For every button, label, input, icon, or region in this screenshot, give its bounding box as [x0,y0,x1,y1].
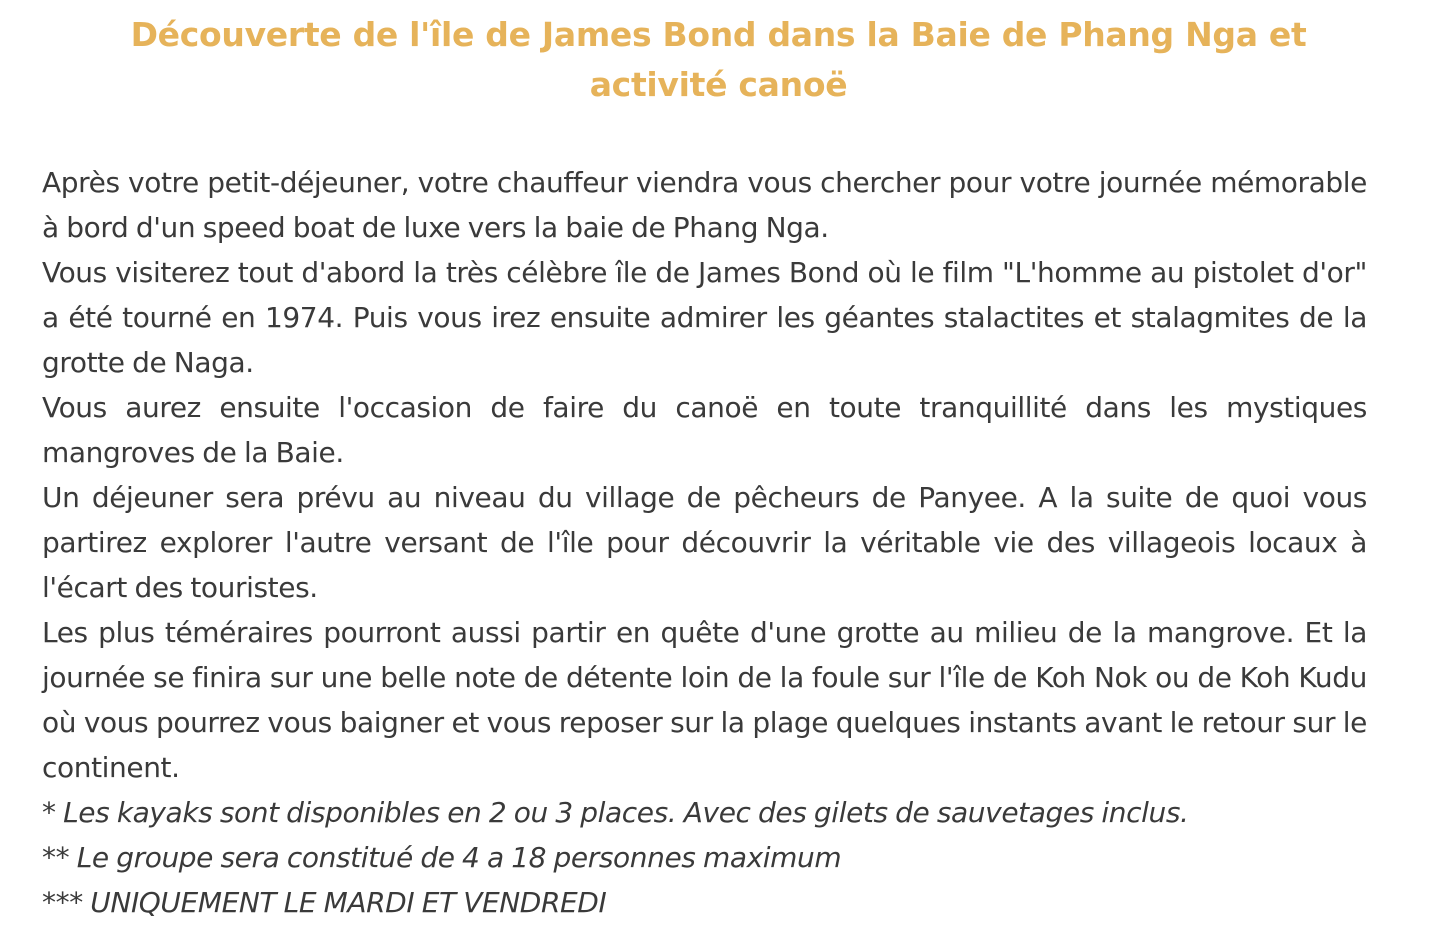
paragraph-lunch-panyee: Un déjeuner sera prévu au niveau du village de pêcheurs de Panyee. A la suite de quoi vous partirez explorer l'autre versant de l'île pour découvrir la véritable vie des villageois locaux à l'écart des touristes. [42,481,1367,604]
paragraph-mangrove-cave: Les plus téméraires pourront aussi partir en quête d'une grotte au milieu de la mangrove. Et la journée se finira sur une belle note de détente loin de la foule sur l'île de Koh Nok ou de Koh Kudu où vous pourrez vous baigner et vous reposer sur la plage quelques instants avant le retour sur le continent. [42,616,1367,784]
paragraph-canoe: Vous aurez ensuite l'occasion de faire du canoë en toute tranquillité dans les mystiques mangroves de la Baie. [42,391,1367,469]
description-body [42,160,1367,925]
paragraph-james-bond-island: Vous visiterez tout d'abord la très célèbre île de James Bond où le film "L'homme au pistolet d'or" a été tourné en 1974. Puis vous irez ensuite admirer les géantes stalactites et stalagmites de la grotte de Naga. [42,256,1367,379]
paragraph-pickup: Après votre petit-déjeuner, votre chauffeur viendra vous chercher pour votre journée mémorable à bord d'un speed boat de luxe vers la baie de Phang Nga. [42,166,1367,244]
note-group-size: ** Le groupe sera constitué de 4 a 18 personnes maximum [42,841,842,874]
page-title: Découverte de l'île de James Bond dans la Baie de Phang Nga et activité canoë [130,15,1307,104]
note-days: *** UNIQUEMENT LE MARDI ET VENDREDI [42,886,607,919]
note-kayaks: * Les kayaks sont disponibles en 2 ou 3 places. Avec des gilets de sauvetages inclus. [42,796,1189,829]
